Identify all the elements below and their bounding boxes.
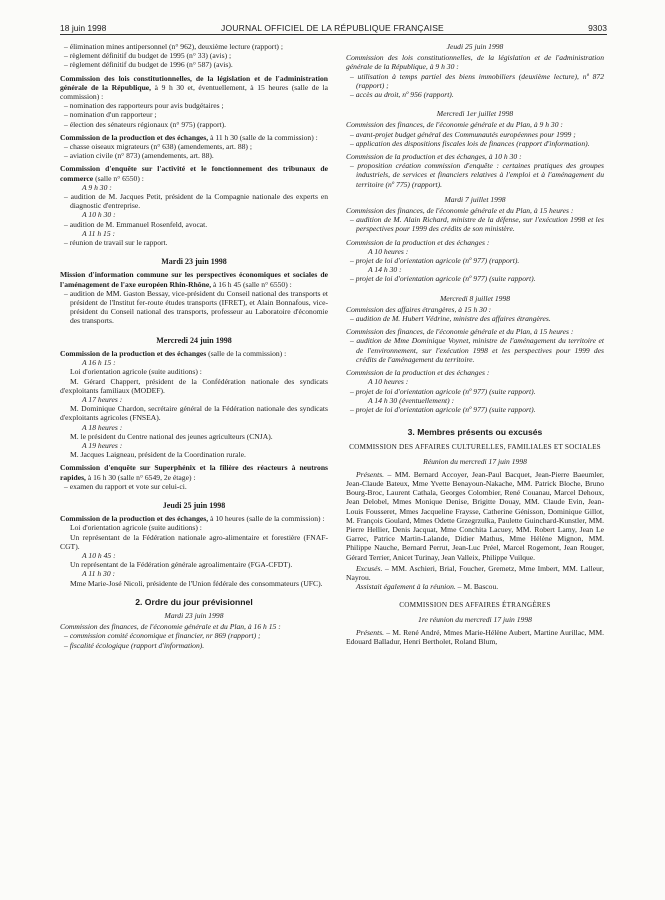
session-time: A 10 h 30 : (82, 210, 116, 220)
session-room: (salle de la commission) : (208, 348, 287, 358)
list-item: – commission comité économique et financier, nr 869 (rapport) ; (64, 631, 261, 641)
commission-entry: Commission des finances, de l'économie générale et du Plan, à 15 heures : (346, 327, 574, 337)
agenda-line: M. Gérard Chappert, président de la Confédération nationale des syndicats d'exploitants familiaux (MODEF). (60, 376, 328, 395)
list-item: – projet de loi d'orientation agricole (nº 977) (suite rapport). (350, 274, 536, 284)
attendance-names: – M. René André, Mmes Marie-Hélène Aubert, Martine Aurillac, MM. Edouard Balladur, Henri Bertholet, Roland Blum, (346, 627, 604, 646)
session-time: A 18 heures : (82, 422, 123, 432)
list-item: – règlement définitif du budget de 1996 (n° 587) (avis). (64, 60, 233, 70)
date-heading: Jeudi 25 juin 1998 (446, 42, 504, 51)
commission-name: Commission de la production et des échanges, (60, 132, 209, 142)
agenda-line: Un représentant de la Fédération nationale agro-alimentaire et forestière (FNAF-CGT). (60, 532, 328, 551)
commission-entry: Commission de la production et des échanges, à 10 h 30 : (346, 152, 522, 162)
session-time: à 10 heures (salle de la commission) : (210, 514, 325, 524)
session-time: A 19 heures : (82, 440, 123, 450)
commission-name: Commission des lois constitutionnelles, de la législation et de l'administration générale de la République, (60, 73, 328, 92)
session-time: à 11 h 30 (salle de la commission) : (210, 132, 318, 142)
list-item: – projet de loi d'orientation agricole (nº 977) (suite rapport). (350, 404, 536, 414)
session-time: A 11 h 15 : (82, 228, 116, 238)
list-item: – examen du rapport et vote sur celui-ci. (64, 481, 187, 491)
date-heading: Mardi 23 juin 1998 (164, 610, 224, 620)
list-item: – audition de Mme Dominique Voynet, ministre de l'aménagement du territoire et de l'environnement, sur l'exécution 1998 et les perspectives pour 1999 des crédits de l'aménagement du territoire. (350, 336, 604, 364)
section-heading: 2. Ordre du jour prévisionnel (135, 596, 253, 607)
list-item: – nomination des rapporteurs pour avis budgétaires ; (64, 101, 224, 111)
list-item: – avant-projet budget général des Communautés européennes pour 1999 ; (350, 129, 576, 139)
commission-name: Mission d'information commune sur les perspectives économiques et sociales de l'aménagement de l'axe européen Rhin-Rhône, (60, 270, 328, 289)
date-heading: Mardi 7 juillet 1998 (444, 194, 506, 204)
attendance-label: Excusés. (356, 563, 383, 573)
list-item: – utilisation à temps partiel des biens immobiliers (deuxième lecture), nº 872 (rapport) ; (350, 71, 604, 90)
section-heading: 3. Membres présents ou excusés (407, 427, 543, 438)
attendance-label: Présents. (356, 627, 385, 637)
list-item: – chasse oiseaux migrateurs (n° 638) (amendements, art. 88) ; (64, 142, 252, 152)
page-header (0, 0, 665, 38)
session-time: A 14 h 30 (éventuellement) : (368, 395, 455, 405)
list-item: – proposition création commission d'enquête : certaines pratiques des groupes industriels, de services et financiers relatives à l'emploi et à l'aménagement du territoire (nº 775) (rapport). (350, 161, 604, 189)
left-column (60, 42, 328, 650)
list-item: – audition de M. Jacques Petit, président de la Compagnie nationale des experts en diagnostic d'entreprise. (64, 192, 328, 211)
commission-entry (60, 164, 328, 182)
agenda-line: Un représentant de la Fédération générale agroalimentaire (FGA-CFDT). (70, 560, 293, 570)
commission-entry (60, 133, 328, 142)
commission-entry: Commission des finances, de l'économie générale et du Plan, à 9 h 30 : (346, 120, 563, 130)
date-heading: Jeudi 25 juin 1998 (162, 500, 226, 510)
list-item: – fiscalité écologique (rapport d'information). (64, 640, 205, 650)
commission-entry: Commission des lois constitutionnelles, de la législation et de l'administration générale de la République, à 9 h 30 : (346, 53, 604, 72)
list-item: – nomination d'un rapporteur ; (64, 110, 157, 120)
list-item: – projet de loi d'orientation agricole (nº 977) (suite rapport). (350, 386, 536, 396)
agenda-line: Loi d'orientation agricole (suite auditions) : (70, 523, 202, 533)
list-item: – audition de M. Hubert Védrine, ministre des affaires étrangères. (350, 314, 551, 324)
session-time: à 16 h 30 (salle n° 6549, 2e étage) : (87, 472, 196, 482)
commission-title: COMMISSION DES AFFAIRES CULTURELLES, FAMILIALES ET SOCIALES (349, 443, 601, 452)
header-title: JOURNAL OFFICIEL DE LA RÉPUBLIQUE FRANÇAISE (221, 23, 444, 33)
commission-title: COMMISSION DES AFFAIRES ÉTRANGÈRES (399, 601, 551, 610)
list-item: – audition de M. Alain Richard, ministre de la défense, sur l'exécution 1998 et les perspectives pour 1999 des crédits de son ministère. (350, 215, 604, 234)
agenda-line: M. le président du Centre national des jeunes agriculteurs (CNJA). (70, 431, 273, 441)
list-item: – application des dispositions fiscales lois de finances (rapport d'information). (350, 138, 590, 148)
attendance-present (346, 470, 604, 562)
date-heading: Mercredi 24 juin 1998 (156, 335, 232, 345)
attendance-names: – MM. Bernard Accoyer, Jean-Paul Bacquet, Jean-Pierre Baeumler, Jean-Claude Bateux, Mme Yvette Benayoun-Nakache, MM. Patrick Bloche, Bruno Bourg-Broc, Laurent Cathala, Georges Colombier, René Couanau, Marcel Dehoux, Jean Delobel, Mmes Monique Denise, Brigitte Douay, MM. Claude Evin, Jean-Louis Fousseret, Mmes Jacqueline Fraysse, Catherine Génisson, Dominique Gillot, M. François Goulard, Mmes Odette Grzegrzulka, Paulette Guinchard-Kunstler, MM. Pierre Hellier, Denis Jacquat, Mme Conchita Lacuey, MM. Robert Lamy, Jean Le Garrec, Patrice Martin-Lalande, Didier Mathus, Mme Hélène Mignon, MM. Philippe Nauche, Bernard Perrut, Jean-Luc Préel, Marcel Rogemont, Jean Rouger, Gérard Terrier, Anicet Turinay, Jean Valleix, Philippe Vuilque. (346, 469, 604, 562)
list-item: – aviation civile (n° 873) (amendements, art. 88). (64, 151, 214, 161)
list-item: – audition de M. Emmanuel Rosenfeld, avocat. (64, 219, 208, 229)
session-time: A 17 heures : (82, 394, 123, 404)
commission-entry (60, 463, 328, 481)
attendance-label: Présents. (356, 469, 385, 479)
commission-entry (60, 74, 328, 102)
commission-name: Commission d'enquête sur Superphénix et la filière des réacteurs à neutrons rapides, (60, 463, 328, 482)
right-column (346, 42, 604, 646)
session-time: A 14 h 30 : (368, 265, 402, 275)
attendance-also (346, 582, 604, 591)
agenda-line: Loi d'orientation agricole (suite auditions) : (70, 367, 202, 377)
attendance-excused (346, 564, 604, 582)
meeting-date: 1re réunion du mercredi 17 juin 1998 (418, 614, 532, 624)
attendance-names: – MM. Aschieri, Brial, Foucher, Gremetz, Mme Imbert, MM. Lalleur, Nayrou. (346, 563, 604, 582)
commission-entry: Commission de la production et des échanges : (346, 237, 490, 247)
list-item: – règlement définitif du budget de 1995 (n° 33) (avis) ; (64, 51, 232, 61)
session-time: A 10 heures : (368, 377, 409, 387)
session-time: A 10 h 45 : (82, 550, 116, 560)
meeting-date: Réunion du mercredi 17 juin 1998 (423, 456, 527, 466)
header-rule (60, 34, 607, 35)
commission-name: Commission de la production et des échanges (60, 348, 207, 358)
commission-entry: Commission des finances, de l'économie générale et du Plan, à 16 h 15 : (60, 622, 281, 632)
session-time: A 16 h 15 : (82, 358, 116, 368)
header-page-number: 9303 (588, 23, 607, 33)
date-heading: Mercredi 1er juillet 1998 (436, 109, 514, 119)
header-date: 18 juin 1998 (60, 23, 107, 33)
list-item: – accès au droit, nº 956 (rapport). (350, 90, 454, 100)
commission-name: Commission d'enquête sur l'activité et le fonctionnement des tribunaux de commerce (60, 164, 328, 183)
date-heading: Mardi 23 juin 1998 (161, 257, 227, 267)
list-item: – projet de loi d'orientation agricole (nº 977) (rapport). (350, 256, 520, 266)
commission-entry: Commission des affaires étrangères, à 15 h 30 : (346, 304, 492, 314)
commission-entry: Commission de la production et des échanges : (346, 368, 490, 378)
list-item: – audition de MM. Gaston Bessay, vice-président du Conseil national des transports et président de l'Institut fer-route études transports (IFRET), et Alain Bonnafous, vice-président du Conseil national des transports, professeur au Laboratoire d'économie des transports. (64, 288, 328, 326)
commission-entry (60, 270, 328, 288)
agenda-line: M. Jacques Laigneau, président de la Coordination rurale. (70, 450, 246, 460)
session-time: A 10 heures : (368, 246, 409, 256)
session-time: à 16 h 45 (salle n° 6550) : (213, 279, 292, 289)
session-time: à 9 h 30 et, éventuellement, à 15 heures (salle de la commission) : (60, 82, 328, 102)
commission-entry (60, 349, 328, 358)
commission-name: Commission de la production et des échanges, (60, 514, 209, 524)
session-time: A 11 h 30 : (82, 569, 116, 579)
session-time: A 9 h 30 : (82, 182, 112, 192)
attendance-present (346, 628, 604, 646)
commission-entry: Commission des finances, de l'économie générale et du Plan, à 15 heures : (346, 206, 574, 216)
agenda-line: Mme Marie-José Nicoli, présidente de l'Union fédérale des consommateurs (UFC). (70, 578, 323, 588)
attendance-names: – M. Bascou. (457, 582, 499, 592)
list-item: – réunion de travail sur le rapport. (64, 238, 168, 248)
date-heading: Mercredi 8 juillet 1998 (439, 293, 511, 303)
agenda-line: M. Dominique Chardon, secrétaire général de la Fédération nationale des syndicats d'exploitants agricoles (FNSEA). (60, 404, 328, 423)
session-room: (salle n° 6550) : (95, 173, 144, 183)
commission-entry (60, 514, 328, 523)
list-item: – élimination mines antipersonnel (n° 962), deuxième lecture (rapport) ; (64, 42, 283, 51)
attendance-label: Assistait également à la réunion. (356, 582, 456, 592)
list-item: – élection des sénateurs régionaux (n° 975) (rapport). (64, 119, 227, 129)
